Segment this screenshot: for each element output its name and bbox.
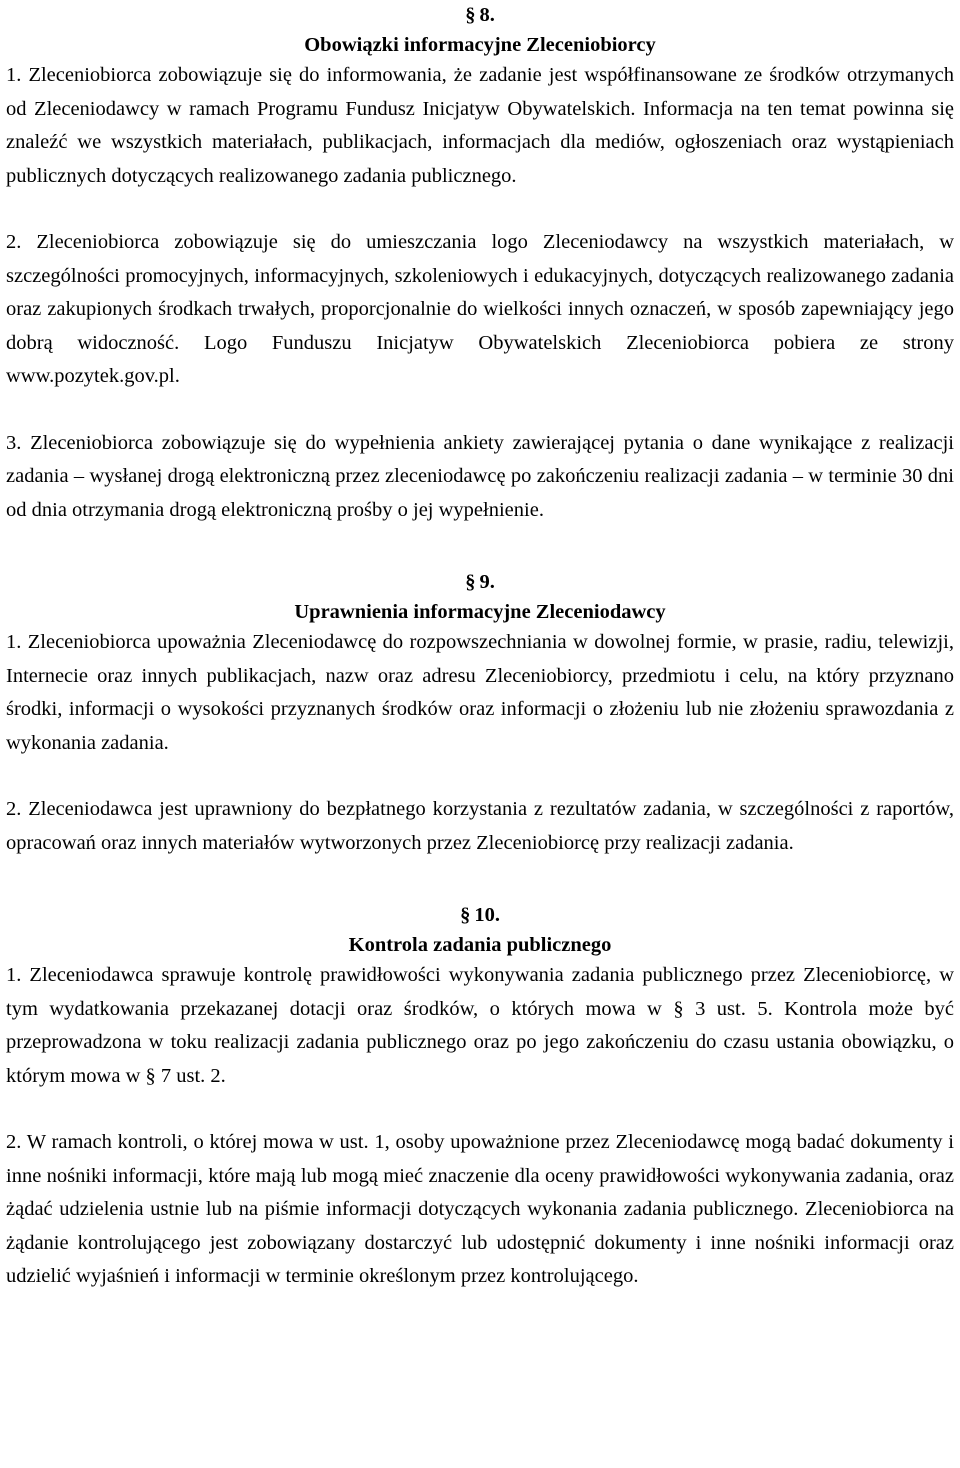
- section-heading-number: [6, 0, 954, 30]
- section-title: Obowiązki informacyjne Zleceniobiorcy: [304, 34, 656, 56]
- paragraph: 2. W ramach kontroli, o której mowa w ust. 1, osoby upoważnione przez Zleceniodawcę mogą badać dokumenty i inne nośniki informacji, które mają lub mogą mieć znaczenie dla oceny prawidłowości wykonywania zadania, oraz żądać udzielenia ustnie lub na piśmie informacji dotyczących wykonania zadania publicznego. Zleceniobiorca na żądanie kontrolującego jest zobowiązany dostarczyć lub udostępnić dokumenty i inne nośniki informacji oraz udzielić wyjaśnień i informacji w terminie określonym przez kontrolującego.: [6, 1131, 954, 1287]
- paragraph: 3. Zleceniobiorca zobowiązuje się do wypełnienia ankiety zawierającej pytania o dane wynikające z realizacji zadania – wysłanej drogą elektroniczną przez zleceniodawcę po zakończeniu realizacji zadania – w terminie 30 dni od dnia otrzymania drogą elektroniczną prośby o jej wypełnienie.: [6, 431, 954, 521]
- paragraph: 1. Zleceniobiorca upoważnia Zleceniodawcę do rozpowszechniania w dowolnej formie, w prasie, radiu, telewizji, Internecie oraz innych publikacjach, nazw oraz adresu Zleceniobiorcy, przedmiotu i celu, na który przyznano środki, informacji o wysokości przyznanych środków oraz informacji o złożeniu lub nie złożeniu sprawozdania z wykonania zadania.: [6, 631, 954, 754]
- section-heading-number: [6, 567, 954, 597]
- section-number: 8.: [479, 4, 495, 26]
- paragraph: 1. Zleceniodawca sprawuje kontrolę prawidłowości wykonywania zadania publicznego przez Zleceniobiorcę, w tym wydatkowania przekazanej dotacji oraz środków, o których mowa w § 3 ust. 5. Kontrola może być przeprowadzona w toku realizacji zadania publicznego oraz po jego zakończeniu do czasu ustania obowiązku, o którym mowa w § 7 ust. 2.: [6, 964, 954, 1087]
- section-title: Uprawnienia informacyjne Zleceniodawcy: [294, 601, 666, 623]
- section-sign: §: [465, 571, 476, 593]
- paragraph: 1. Zleceniobiorca zobowiązuje się do informowania, że zadanie jest współfinansowane ze środków otrzymanych od Zleceniodawcy w ramach Programu Fundusz Inicjatyw Obywatelskich. Informacja na ten temat powinna się znaleźć we wszystkich materiałach, publikacjach, informacjach dla mediów, ogłoszeniach oraz wystąpieniach publicznych dotyczących realizowanego zadania publicznego.: [6, 64, 954, 187]
- section-9: [6, 567, 954, 860]
- section-number: 9.: [479, 571, 495, 593]
- section-title: Kontrola zadania publicznego: [348, 934, 612, 956]
- section-8: [6, 0, 954, 527]
- section-number: 10.: [474, 904, 500, 926]
- paragraph: 2. Zleceniodawca jest uprawniony do bezpłatnego korzystania z rezultatów zadania, w szczególności z raportów, opracowań oraz innych materiałów wytworzonych przez Zleceniobiorcę przy realizacji zadania.: [6, 798, 954, 854]
- document-page: [6, 0, 954, 1294]
- section-10: [6, 900, 954, 1294]
- section-sign: §: [460, 904, 471, 926]
- section-heading-number: [6, 900, 954, 930]
- paragraph: 2. Zleceniobiorca zobowiązuje się do umieszczania logo Zleceniodawcy na wszystkich materiałach, w szczególności promocyjnych, informacyjnych, szkoleniowych i edukacyjnych, dotyczących realizowanego zadania oraz zakupionych środkach trwałych, proporcjonalnie do wielkości innych oznaczeń, w sposób zapewniający jego dobrą widoczność. Logo Funduszu Inicjatyw Obywatelskich Zleceniobiorca pobiera ze strony www.pozytek.gov.pl.: [6, 231, 954, 387]
- section-sign: §: [465, 4, 476, 26]
